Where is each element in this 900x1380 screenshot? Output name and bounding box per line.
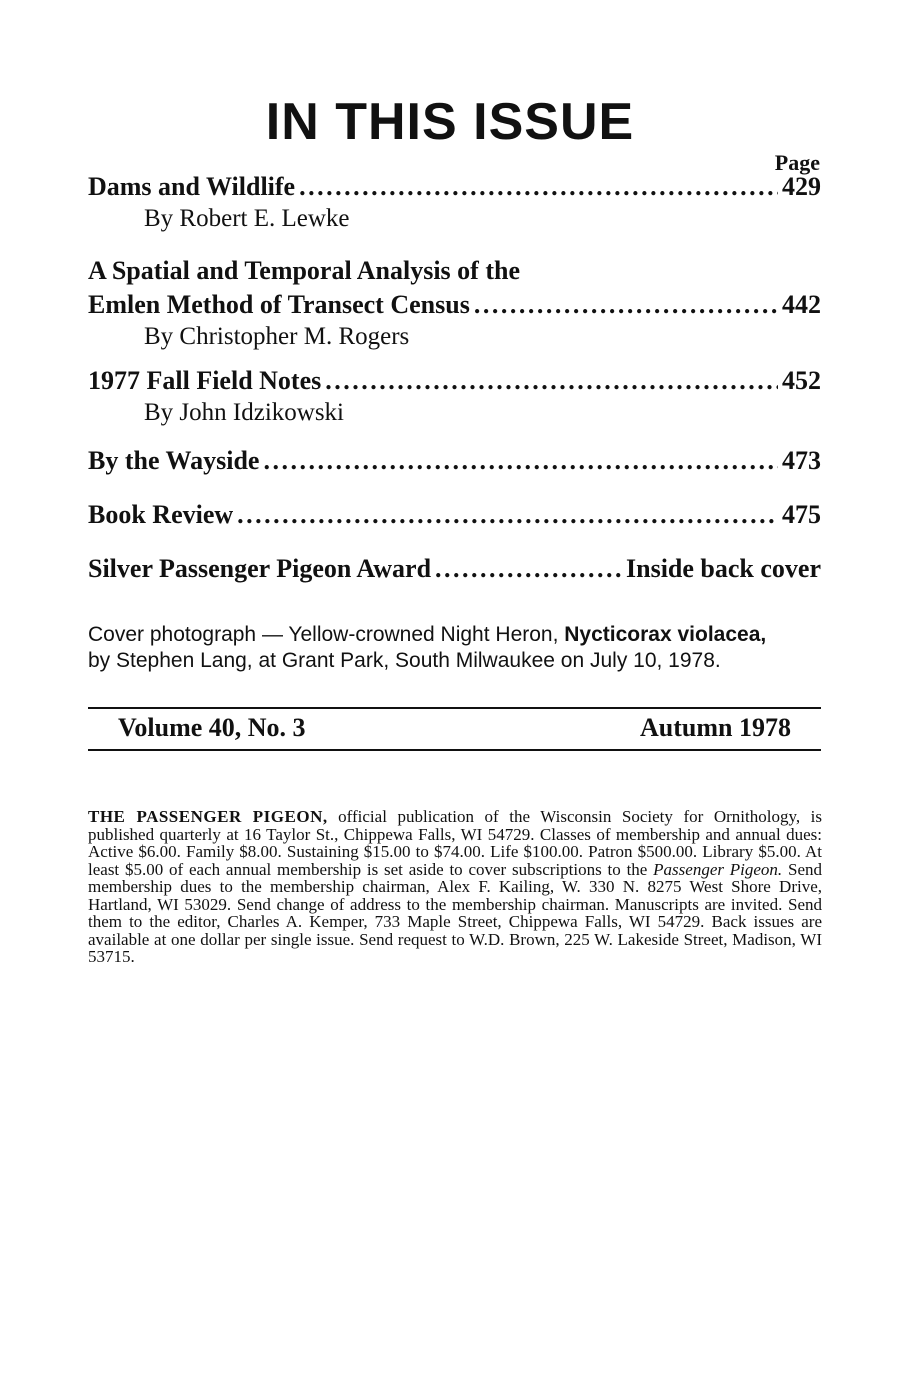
dot-leader	[263, 444, 778, 478]
toc-entry-title: 1977 Fall Field Notes	[88, 366, 322, 395]
toc-entry-page: Inside back cover	[626, 554, 821, 583]
cover-caption-prefix: Cover photograph — Yellow-crowned Night Heron,	[88, 623, 565, 646]
dot-leader	[474, 288, 778, 322]
toc-entry[interactable]	[88, 254, 821, 352]
toc-entry[interactable]	[88, 552, 821, 586]
toc-entry-page: 473	[782, 446, 821, 475]
toc-entry-author: By Robert E. Lewke	[144, 205, 350, 232]
dot-leader	[299, 170, 778, 204]
toc-entry-title: Silver Passenger Pigeon Award	[88, 554, 432, 583]
toc-entry-title: Book Review	[88, 500, 234, 529]
masthead-text-2: Send membership dues to the membership chairman, Alex F. Kailing, W. 330 N. 8275 West Shore Drive, Hartland, WI 53029. Send change of address to the membership chairman. Manuscripts are invited. Send them to the editor, Charles A. Kemper, 733 Maple Street, Chippewa Falls, WI 54729. Back issues are available at one dollar per single issue. Send request to W.D. Brown, 225 W. Lakeside Street, Madison, WI 53715.	[88, 859, 822, 966]
toc-entry-title: Dams and Wildlife	[88, 172, 296, 201]
dot-leader	[325, 364, 778, 398]
cover-caption-suffix: by Stephen Lang, at Grant Park, South Milwaukee on July 10, 1978.	[88, 649, 721, 672]
masthead-paragraph	[88, 808, 822, 966]
toc-entry[interactable]	[88, 444, 821, 478]
issue-season: Autumn 1978	[640, 713, 791, 742]
toc-entry-author: By Christopher M. Rogers	[144, 323, 410, 350]
page-title: IN THIS ISSUE	[265, 93, 635, 151]
publication-name: THE PASSENGER PIGEON,	[88, 807, 328, 826]
toc-entry-author: By John Idzikowski	[144, 399, 344, 426]
dot-leader	[237, 498, 778, 532]
dot-leader	[435, 552, 622, 586]
issue-info-bar	[88, 707, 821, 751]
toc-entry-title: By the Wayside	[88, 446, 260, 475]
toc-entry-page: 429	[782, 172, 821, 201]
toc-entry-title: A Spatial and Temporal Analysis of the	[88, 256, 520, 285]
volume-number: Volume 40, No. 3	[118, 713, 306, 742]
toc-entry[interactable]	[88, 170, 821, 234]
toc-entry[interactable]	[88, 498, 821, 532]
toc-entry[interactable]	[88, 364, 821, 428]
toc-entry-page: 475	[782, 500, 821, 529]
cover-species-name: Nycticorax violacea,	[564, 623, 767, 646]
toc-entry-page: 452	[782, 366, 821, 395]
cover-caption	[88, 622, 828, 674]
page-column-label: Page	[774, 150, 820, 175]
journal-name: Passenger Pigeon.	[653, 859, 783, 879]
masthead-text-1: official publication of the Wisconsin Society for Ornithology, is published quarterly at 16 Taylor St., Chippewa Falls, WI 54729. Classes of membership and annual dues: Active $6.00. Family $8.00. Sustaining $15.00 to $74.00. Life $100.00. Patron $500.00. Library $5.00. At least $5.00 of each annual membership is set aside to cover subscriptions to the	[88, 807, 822, 879]
toc-entry-page: 442	[782, 290, 821, 319]
toc-entry-title-cont: Emlen Method of Transect Census	[88, 290, 470, 319]
